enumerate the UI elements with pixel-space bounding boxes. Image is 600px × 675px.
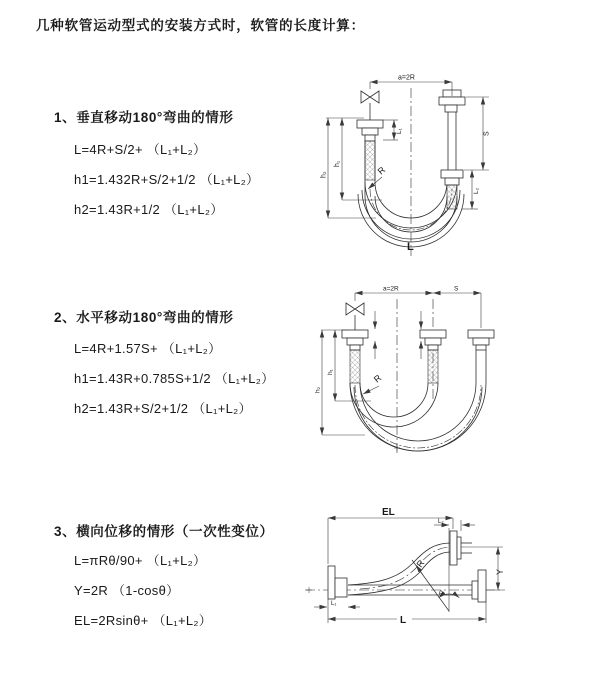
theta-label: θ (439, 591, 443, 598)
dim-label-l1: L₁ (396, 128, 403, 134)
formula-3-3: EL=2Rsinθ+ （L₁+L₂） (74, 613, 213, 628)
section-2 (54, 306, 275, 416)
formula-2-1: L=4R+1.57S+ （L₁+L₂） (74, 341, 222, 356)
flange-fitting (439, 97, 465, 105)
formula-2-3: h2=1.43R+S/2+1/2 （L₁+L₂） (74, 401, 252, 416)
dim-label-l2: L₂ (438, 519, 444, 525)
top-flange (450, 531, 472, 565)
left-fitting (328, 566, 347, 599)
dim-label-a2r: a=2R (383, 285, 399, 293)
radius-label: R (375, 164, 388, 177)
flange-fitting (441, 170, 463, 178)
middle-pipe (420, 330, 446, 383)
dim-label-h2: h₂ (320, 171, 328, 178)
formula-3-1: L=πRθ/90+ （L₁+L₂） (74, 553, 207, 568)
diagram-1-svg (318, 70, 590, 265)
page-title: 几种软管运动型式的安装方式时，软管的长度计算： (36, 18, 365, 33)
flange-fitting (478, 570, 486, 602)
dim-label-s: S (454, 285, 459, 293)
figure-vertical-u-bend (318, 70, 590, 265)
formula-3-2: Y=2R （1-cosθ） (74, 583, 180, 598)
section-3-heading: 3、横向位移的情形（一次性变位） (54, 524, 274, 539)
length-label: L (400, 615, 407, 626)
left-pipe (342, 303, 368, 383)
section-2-heading: 2、水平移动180°弯曲的情形 (54, 310, 234, 325)
diagram-3-labels (331, 507, 505, 626)
diagram-3-svg (300, 498, 600, 653)
radius-label: R (371, 372, 384, 385)
braided-hose-hatch (365, 141, 375, 180)
section-1 (54, 106, 260, 217)
braided-hose-hatch (350, 350, 360, 383)
valve-icon (361, 91, 370, 103)
dim-label-a2r: a=2R (398, 74, 415, 82)
braided-hose-hatch (447, 185, 457, 209)
radius-label: R (414, 558, 427, 570)
formula-2-2: h1=1.43R+0.785S+1/2 （L₁+L₂） (74, 371, 275, 386)
dim-label-y: Y (495, 568, 505, 575)
flange-fitting (328, 566, 335, 599)
flange-fitting (468, 330, 494, 338)
flange-fitting (420, 330, 446, 338)
dim-label-s: S (483, 131, 491, 136)
formula-1-3: h2=1.43R+1/2 （L₁+L₂） (74, 202, 224, 217)
figure-horizontal-u-bend (313, 283, 600, 468)
dim-label-h1: h₁ (327, 369, 334, 375)
right-pipe (468, 330, 494, 383)
valve-icon (346, 303, 355, 315)
dim-label-h2: h₂ (314, 386, 322, 393)
flange-fitting (357, 120, 383, 128)
figure-lateral-displacement (300, 498, 600, 653)
dim-label-l1: L₁ (331, 601, 337, 607)
right-pipe (439, 90, 465, 209)
diagram-2-svg (313, 283, 600, 468)
formula-1-2: h1=1.432R+S/2+1/2 （L₁+L₂） (74, 172, 260, 187)
flange-fitting (450, 531, 457, 565)
section-1-heading: 1、垂直移动180°弯曲的情形 (54, 110, 234, 125)
section-3 (54, 520, 274, 628)
dimensions (321, 293, 481, 451)
dim-label-h1: h₁ (334, 160, 341, 167)
left-pipe (357, 91, 383, 196)
formula-1-1: L=4R+S/2+ （L₁+L₂） (74, 142, 207, 157)
dim-label-l2: L₂ (473, 187, 480, 194)
braided-hose-hatch (428, 350, 438, 383)
flange-fitting (342, 330, 368, 338)
length-label: L (407, 241, 414, 253)
dimensions (314, 518, 503, 623)
dim-label-el: EL (382, 507, 395, 518)
hose-arcs (350, 383, 486, 451)
